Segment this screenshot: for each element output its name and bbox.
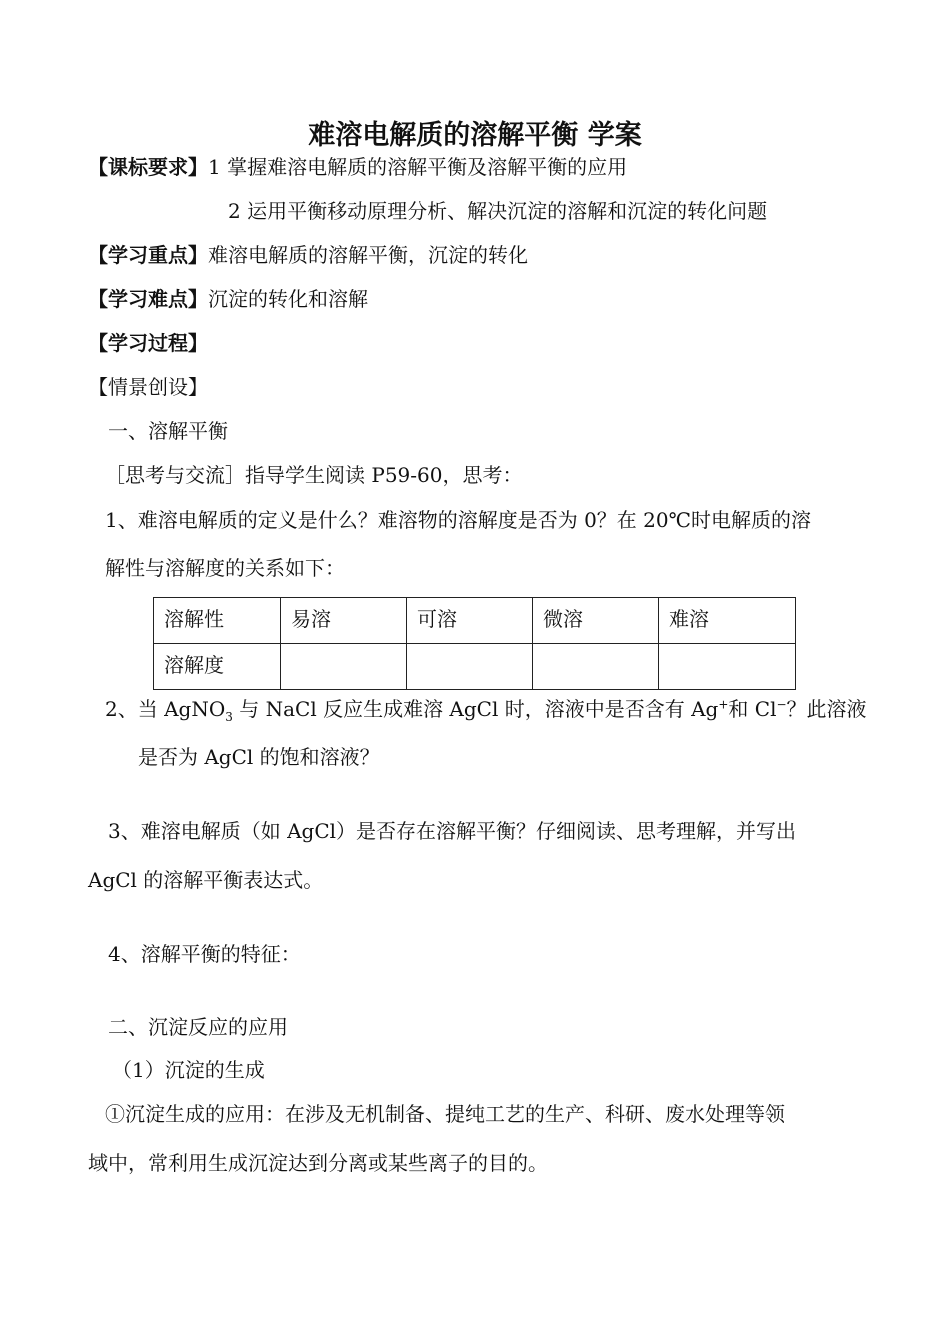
question-1-line-2: 解性与溶解度的关系如下： xyxy=(105,556,345,580)
difficulty-line xyxy=(88,287,368,311)
difficulty-text: 沉淀的转化和溶解 xyxy=(208,287,368,311)
table-row xyxy=(154,598,796,644)
solubility-table xyxy=(153,597,796,690)
table-cell: 易溶 xyxy=(281,598,407,644)
difficulty-label: 【学习难点】 xyxy=(88,287,208,311)
q2-subscript: 3 xyxy=(225,710,233,724)
q2-text-b: 与 NaCl 反应生成难溶 AgCl 时，溶液中是否含有 Ag xyxy=(232,697,719,721)
q2-text-d: ？此溶液 xyxy=(786,697,867,721)
table-cell-empty xyxy=(659,644,796,690)
table-cell: 溶解性 xyxy=(154,598,281,644)
key-points-text: 难溶电解质的溶解平衡，沉淀的转化 xyxy=(208,243,528,267)
process-label: 【学习过程】 xyxy=(88,331,208,355)
application-line-1: ①沉淀生成的应用：在涉及无机制备、提纯工艺的生产、科研、废水处理等领 xyxy=(105,1102,785,1126)
question-3-line-1: 3、难溶电解质（如 AgCl）是否存在溶解平衡？仔细阅读、思考理解，并写出 xyxy=(108,819,797,843)
table-cell: 可溶 xyxy=(407,598,533,644)
standard-item-2: 2 运用平衡移动原理分析、解决沉淀的溶解和沉淀的转化问题 xyxy=(228,199,768,223)
table-cell: 溶解度 xyxy=(154,644,281,690)
page-title: 难溶电解质的溶解平衡 学案 xyxy=(308,120,642,151)
section1-heading: 一、溶解平衡 xyxy=(108,419,228,443)
think-exchange: ［思考与交流］指导学生阅读 P59-60，思考： xyxy=(105,463,523,487)
table-cell-empty xyxy=(281,644,407,690)
standard-line-1 xyxy=(88,155,627,179)
question-2-line-2: 是否为 AgCl 的饱和溶液？ xyxy=(138,745,380,769)
table-row xyxy=(154,644,796,690)
section2-subheading: （1）沉淀的生成 xyxy=(112,1058,265,1082)
q2-text-a: 2、当 AgNO xyxy=(105,697,226,721)
key-points-line xyxy=(88,243,528,267)
q2-superscript-plus: + xyxy=(718,697,729,712)
scenario-label: 【情景创设】 xyxy=(88,375,208,399)
question-1-line-1: 1、难溶电解质的定义是什么？难溶物的溶解度是否为 0？在 20℃时电解质的溶 xyxy=(105,508,811,532)
application-line-2: 域中，常利用生成沉淀达到分离或某些离子的目的。 xyxy=(88,1151,548,1175)
table-cell: 微溶 xyxy=(533,598,659,644)
key-points-label: 【学习重点】 xyxy=(88,243,208,267)
table-cell-empty xyxy=(533,644,659,690)
question-3-line-2: AgCl 的溶解平衡表达式。 xyxy=(88,868,324,892)
q2-superscript-minus: − xyxy=(776,697,787,712)
section2-heading: 二、沉淀反应的应用 xyxy=(108,1015,288,1039)
standard-item-1: 1 掌握难溶电解质的溶解平衡及溶解平衡的应用 xyxy=(208,155,628,179)
question-4: 4、溶解平衡的特征： xyxy=(108,942,301,966)
table-cell-empty xyxy=(407,644,533,690)
q2-text-c: 和 Cl xyxy=(728,697,777,721)
question-2-line-1 xyxy=(105,697,867,724)
standard-label: 【课标要求】 xyxy=(88,155,208,179)
table-cell: 难溶 xyxy=(659,598,796,644)
